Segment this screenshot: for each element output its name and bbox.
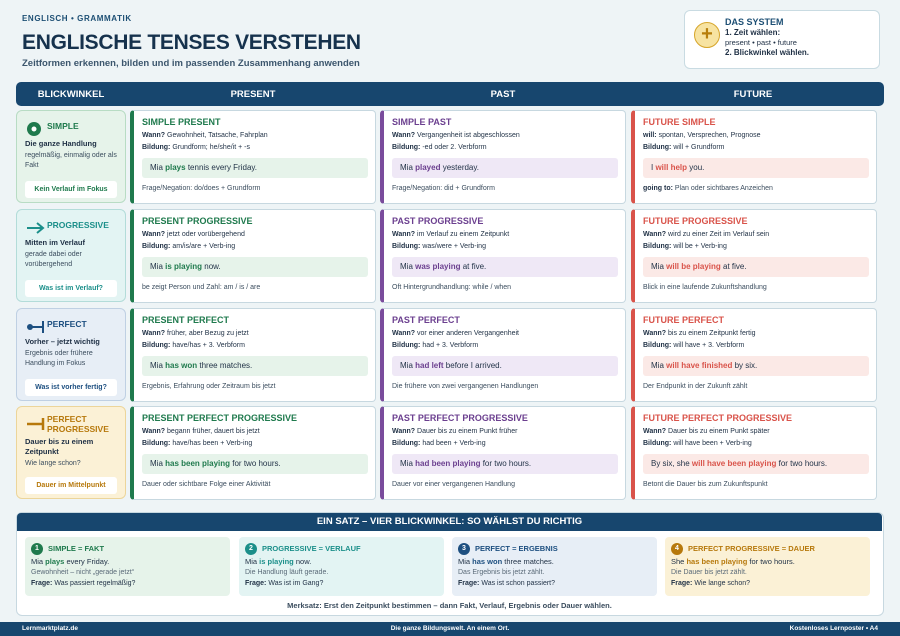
system-step-2: 2. Blickwinkel wählen. [725,48,810,57]
tense-example: Mia played yesterday. [392,158,618,178]
tense-example: Mia is playing now. [142,257,368,277]
tense-formation: Bildung: had been + Verb-ing [392,440,486,447]
tense-cell-present-perfect-progressive [130,406,376,500]
tense-usage: Wann? bis zu einem Zeitpunkt fertig [643,330,756,337]
summary-card-example: Mia plays every Friday. [31,557,110,566]
row-tag: Kein Verlauf im Fokus [25,181,117,198]
step-number-badge: 3 [458,543,470,555]
tense-cell-future-perfect [631,308,877,402]
tense-note: Frage/Negation: do/does + Grundform [142,185,261,192]
summary-card-question: Frage: Wie lange schon? [671,580,751,587]
tense-cell-past-perfect-progressive [380,406,626,500]
summary-card-description: Gewohnheit – nicht „gerade jetzt“ [31,569,135,576]
column-header-future: FUTURE [733,89,773,100]
tense-example: Mia has won three matches. [142,356,368,376]
tense-example: Mia has been playing for two hours. [142,454,368,474]
tense-formation: Bildung: will be + Verb-ing [643,243,727,250]
tense-example: Mia will have finished by six. [643,356,869,376]
tense-name: PAST PERFECT PROGRESSIVE [392,413,528,423]
tense-note: Ergebnis, Erfahrung oder Zeitraum bis jetzt [142,383,276,390]
tense-usage: Wann? begann früher, dauert bis jetzt [142,428,260,435]
tense-name: PAST PROGRESSIVE [392,216,484,226]
tense-note: be zeigt Person und Zahl: am / is / are [142,284,261,291]
tense-formation: Bildung: have/has been + Verb-ing [142,440,253,447]
row-tag: Dauer im Mittelpunkt [25,477,117,494]
page-subtitle: Zeitformen erkennen, bilden und im passenden Zusammenhang anwenden [22,58,360,69]
footer-format: Kostenloses Lernposter • A4 [789,625,878,632]
summary-card-description: Die Handlung läuft gerade. [245,569,329,576]
tense-example: I will help you. [643,158,869,178]
merksatz: Merksatz: Erst den Zeitpunkt bestimmen – dann Fakt, Verlauf, Ergebnis oder Dauer wählen. [287,601,612,610]
tense-example: Mia plays tennis every Friday. [142,158,368,178]
row-subtitle: Die ganze Handlung [25,139,97,148]
tense-note: Der Endpunkt in der Zukunft zählt [643,383,748,390]
summary-card-title: PERFECT PROGRESSIVE = DAUER [688,544,815,553]
summary-card-question: Frage: Was ist im Gang? [245,580,324,587]
row-description: Wie lange schon? [25,460,81,467]
summary-card-example: She has been playing for two hours. [671,557,795,566]
tense-usage: will: spontan, Versprechen, Prognose [643,132,761,139]
row-description: gerade dabei oder vorübergehend [25,251,82,268]
footer-slogan: Die ganze Bildungswelt. An einem Ort. [390,625,510,632]
tense-example: Mia had been playing for two hours. [392,454,618,474]
tense-formation: Bildung: -ed oder 2. Verbform [392,144,487,151]
summary-card-2 [239,537,444,596]
tense-usage: Wann? vor einer anderen Vergangenheit [392,330,519,337]
row-tag: Was ist im Verlauf? [25,280,117,297]
page-title: ENGLISCHE TENSES VERSTEHEN [22,31,361,54]
tense-formation: Bildung: will + Grundform [643,144,725,151]
step-number-badge: 4 [671,543,683,555]
tense-note: Oft Hintergrundhandlung: while / when [392,284,512,291]
line-to-bar-icon [26,416,46,437]
tense-formation: Bildung: have/has + 3. Verbform [142,342,245,349]
tense-usage: Wann? Dauer bis zu einem Punkt früher [392,428,518,435]
row-subtitle: Vorher – jetzt wichtig [25,337,100,346]
tense-note: Die frühere von zwei vergangenen Handlungen [392,383,539,390]
tense-formation: Bildung: Grundform; he/she/it + -s [142,144,250,151]
tense-name: PRESENT PERFECT PROGRESSIVE [142,413,298,423]
tense-usage: Wann? wird zu einer Zeit im Verlauf sein [643,231,770,238]
tense-name: SIMPLE PAST [392,117,452,127]
tense-example: Mia was playing at five. [392,257,618,277]
tense-cell-future-progressive [631,209,877,303]
tense-usage: Wann? Vergangenheit ist abgeschlossen [392,132,520,139]
row-label-progressive [16,209,126,302]
summary-card-description: Die Dauer bis jetzt zählt. [671,569,747,576]
tense-usage: Wann? früher, aber Bezug zu jetzt [142,330,249,337]
tense-formation: Bildung: will have been + Verb-ing [643,440,752,447]
tense-cell-past-progressive [380,209,626,303]
tense-name: PRESENT PERFECT [142,315,230,325]
tense-formation: Bildung: had + 3. Verbform [392,342,479,349]
row-title: PROGRESSIVE [47,220,109,230]
row-label-perfect-progressive [16,406,126,499]
summary-card-1 [25,537,230,596]
summary-card-title: PERFECT = ERGEBNIS [475,544,558,553]
column-header-band [16,82,884,106]
row-subtitle: Dauer bis zu einem Zeitpunkt [25,437,94,456]
step-number-badge: 2 [245,543,257,555]
tense-cell-future-perfect-progressive [631,406,877,500]
tense-example: Mia will be playing at five. [643,257,869,277]
tense-example: By six, she will have been playing for two hours. [643,454,869,474]
column-header-present: PRESENT [230,89,276,100]
summary-card-4 [665,537,870,596]
tense-note: going to: Plan oder sichtbares Anzeichen [643,185,773,192]
summary-card-description: Das Ergebnis bis jetzt zählt. [458,569,545,576]
tense-name: FUTURE SIMPLE [643,117,716,127]
tense-formation: Bildung: am/is/are + Verb-ing [142,243,236,250]
column-header-past: PAST [490,89,516,100]
tense-note: Dauer oder sichtbare Folge einer Aktivität [142,481,271,488]
tense-name: FUTURE PERFECT [643,315,724,325]
summary-card-title: PROGRESSIVE = VERLAUF [262,544,361,553]
row-title: PERFECT [47,319,87,329]
step-number-badge: 1 [31,543,43,555]
row-title: SIMPLE [47,121,79,131]
row-title: PERFECT PROGRESSIVE [47,414,109,434]
system-title: DAS SYSTEM [725,17,784,27]
tense-name: SIMPLE PRESENT [142,117,221,127]
tense-note: Betont die Dauer bis zum Zukunftspunkt [643,481,768,488]
footer-brand: Lernmarktplatz.de [22,625,78,632]
footer-bar [0,622,900,636]
tense-name: FUTURE PROGRESSIVE [643,216,748,226]
tense-note: Dauer vor einer vergangenen Handlung [392,481,515,488]
row-label-simple [16,110,126,203]
system-box [684,10,880,69]
tense-cell-simple-present [130,110,376,204]
tense-usage: Wann? jetzt oder vorübergehend [142,231,245,238]
tense-note: Frage/Negation: did + Grundform [392,185,495,192]
tense-cell-future-simple [631,110,877,204]
tense-cell-present-perfect [130,308,376,402]
system-step-1: 1. Zeit wählen: [725,28,781,37]
tense-cell-past-perfect [380,308,626,402]
row-label-perfect [16,308,126,401]
summary-card-3 [452,537,657,596]
row-tag: Was ist vorher fertig? [25,379,117,396]
tense-formation: Bildung: was/were + Verb-ing [392,243,486,250]
summary-heading: EIN SATZ – VIER BLICKWINKEL: SO WÄHLST DU RICHTIG [17,513,882,531]
summary-card-example: Mia has won three matches. [458,557,554,566]
row-description: Ergebnis oder frühere Handlung im Fokus [25,350,93,367]
row-subtitle: Mitten im Verlauf [25,238,86,247]
tense-example: Mia had left before I arrived. [392,356,618,376]
summary-card-title: SIMPLE = FAKT [48,544,105,553]
plus-circle-icon: + [694,22,720,48]
column-header-blickwinkel: BLICKWINKEL [37,89,105,100]
row-description: regelmäßig, einmalig oder als Fakt [25,152,117,169]
tense-note: Blick in eine laufende Zukunftshandlung [643,284,767,291]
tense-usage: Wann? im Verlauf zu einem Zeitpunkt [392,231,510,238]
summary-card-question: Frage: Was ist schon passiert? [458,580,556,587]
tense-usage: Wann? Dauer bis zu einem Punkt später [643,428,770,435]
summary-section [16,512,884,616]
summary-card-example: Mia is playing now. [245,557,312,566]
tense-name: FUTURE PERFECT PROGRESSIVE [643,413,793,423]
system-step-1-options: present • past • future [725,38,797,47]
tense-usage: Wann? Gewohnheit, Tatsache, Fahrplan [142,132,268,139]
eyebrow-label: ENGLISCH • GRAMMATIK [22,14,132,23]
summary-card-question: Frage: Was passiert regelmäßig? [31,580,136,587]
tense-cell-simple-past [380,110,626,204]
tense-name: PRESENT PROGRESSIVE [142,216,253,226]
tense-formation: Bildung: will have + 3. Verbform [643,342,745,349]
tense-name: PAST PERFECT [392,315,460,325]
tense-cell-present-progressive [130,209,376,303]
